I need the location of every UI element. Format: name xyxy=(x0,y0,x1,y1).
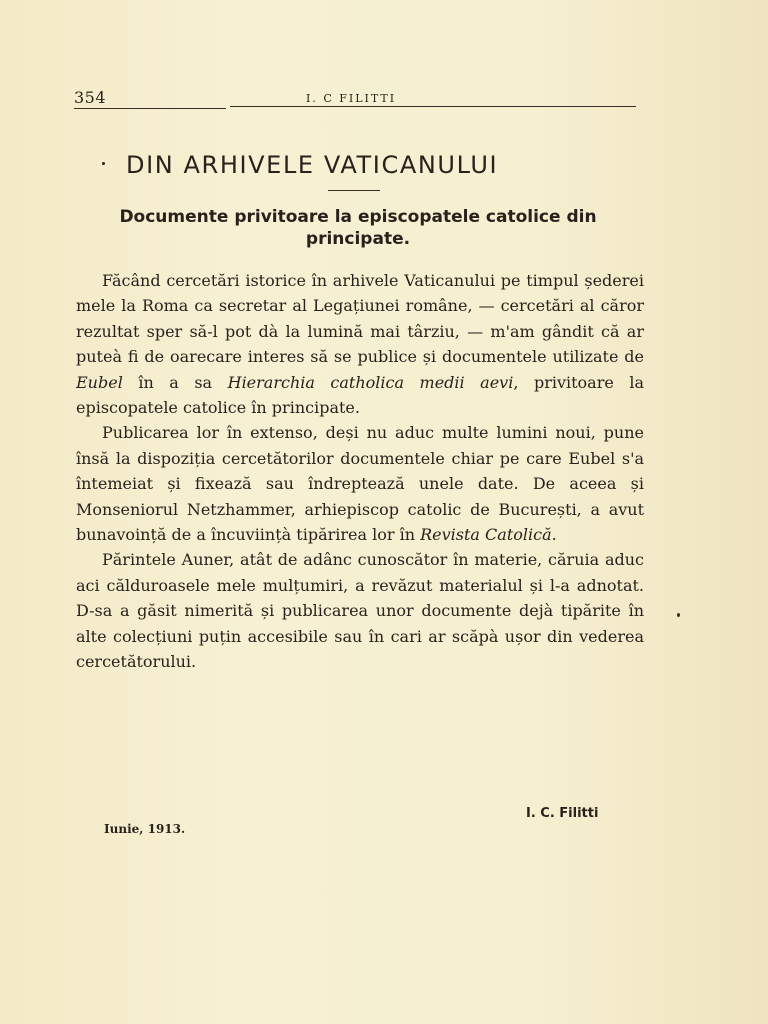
paragraph-3 xyxy=(76,547,644,674)
header-rule-right xyxy=(230,106,636,107)
paragraph-1-text-b: în a sa xyxy=(122,372,228,392)
publication-title-revista-catolica: Revista Catolică xyxy=(420,525,552,545)
paragraph-1 xyxy=(76,268,644,420)
margin-mark xyxy=(677,613,680,617)
paragraph-2-text-b: . xyxy=(551,525,557,545)
paragraph-1-text-c: , privitoare la episcopatele catolice în principate. xyxy=(76,372,645,418)
header-rule-left xyxy=(74,108,226,109)
running-title: I. C FILITTI xyxy=(306,92,397,105)
page-number: 354 xyxy=(74,88,107,107)
paragraph-1-text-a: Făcând cercetări istorice în arhivele Vaticanului pe timpul șederei mele la Roma ca secretar al Legațiunei române, — cercetări al căror rezultat sper să-l pot dà la lumină mai târziu, — m'am gândit că ar puteà fi de oarecare interes să se publice și documentele utilizate de xyxy=(76,271,644,367)
author-reference-eubel: Eubel xyxy=(76,372,123,392)
article-body xyxy=(76,268,644,675)
article-date: Iunie, 1913. xyxy=(104,822,186,836)
title-rule xyxy=(328,190,380,191)
paragraph-3-text: Părintele Auner, atât de adânc cunoscător în materie, căruia aduc aci călduroasele mele mulțumiri, a revăzut materialul și l-a adnotat. D-sa a găsit nimerită și publicarea unor documente dejà tipărite în alte colecțiuni puțin accesibile sau în cari ar scăpà ușor din vederea cercetătorului. xyxy=(76,550,644,672)
article-title: DIN ARHIVELE VATICANULUI xyxy=(126,151,499,179)
title-mark xyxy=(102,162,105,165)
article-subtitle: Documente privitoare la episcopatele catolice din principate. xyxy=(119,207,597,249)
paragraph-2 xyxy=(76,420,644,547)
author-signature: I. C. Filitti xyxy=(526,806,599,821)
work-title-hierarchia: Hierarchia catholica medii aevi xyxy=(227,372,514,392)
paragraph-2-text-a: Publicarea lor în extenso, deși nu aduc multe lumini noui, pune însă la dispoziția cercetătorilor documentele chiar pe care Eubel s'a întemeiat și fixează sau îndreptează unele date. De aceea și Monseniorul Netzhammer, arhiepiscop catolic de București, a avut bunavoință de a încuviințà tipărirea lor în xyxy=(76,423,644,545)
running-head xyxy=(74,88,636,114)
